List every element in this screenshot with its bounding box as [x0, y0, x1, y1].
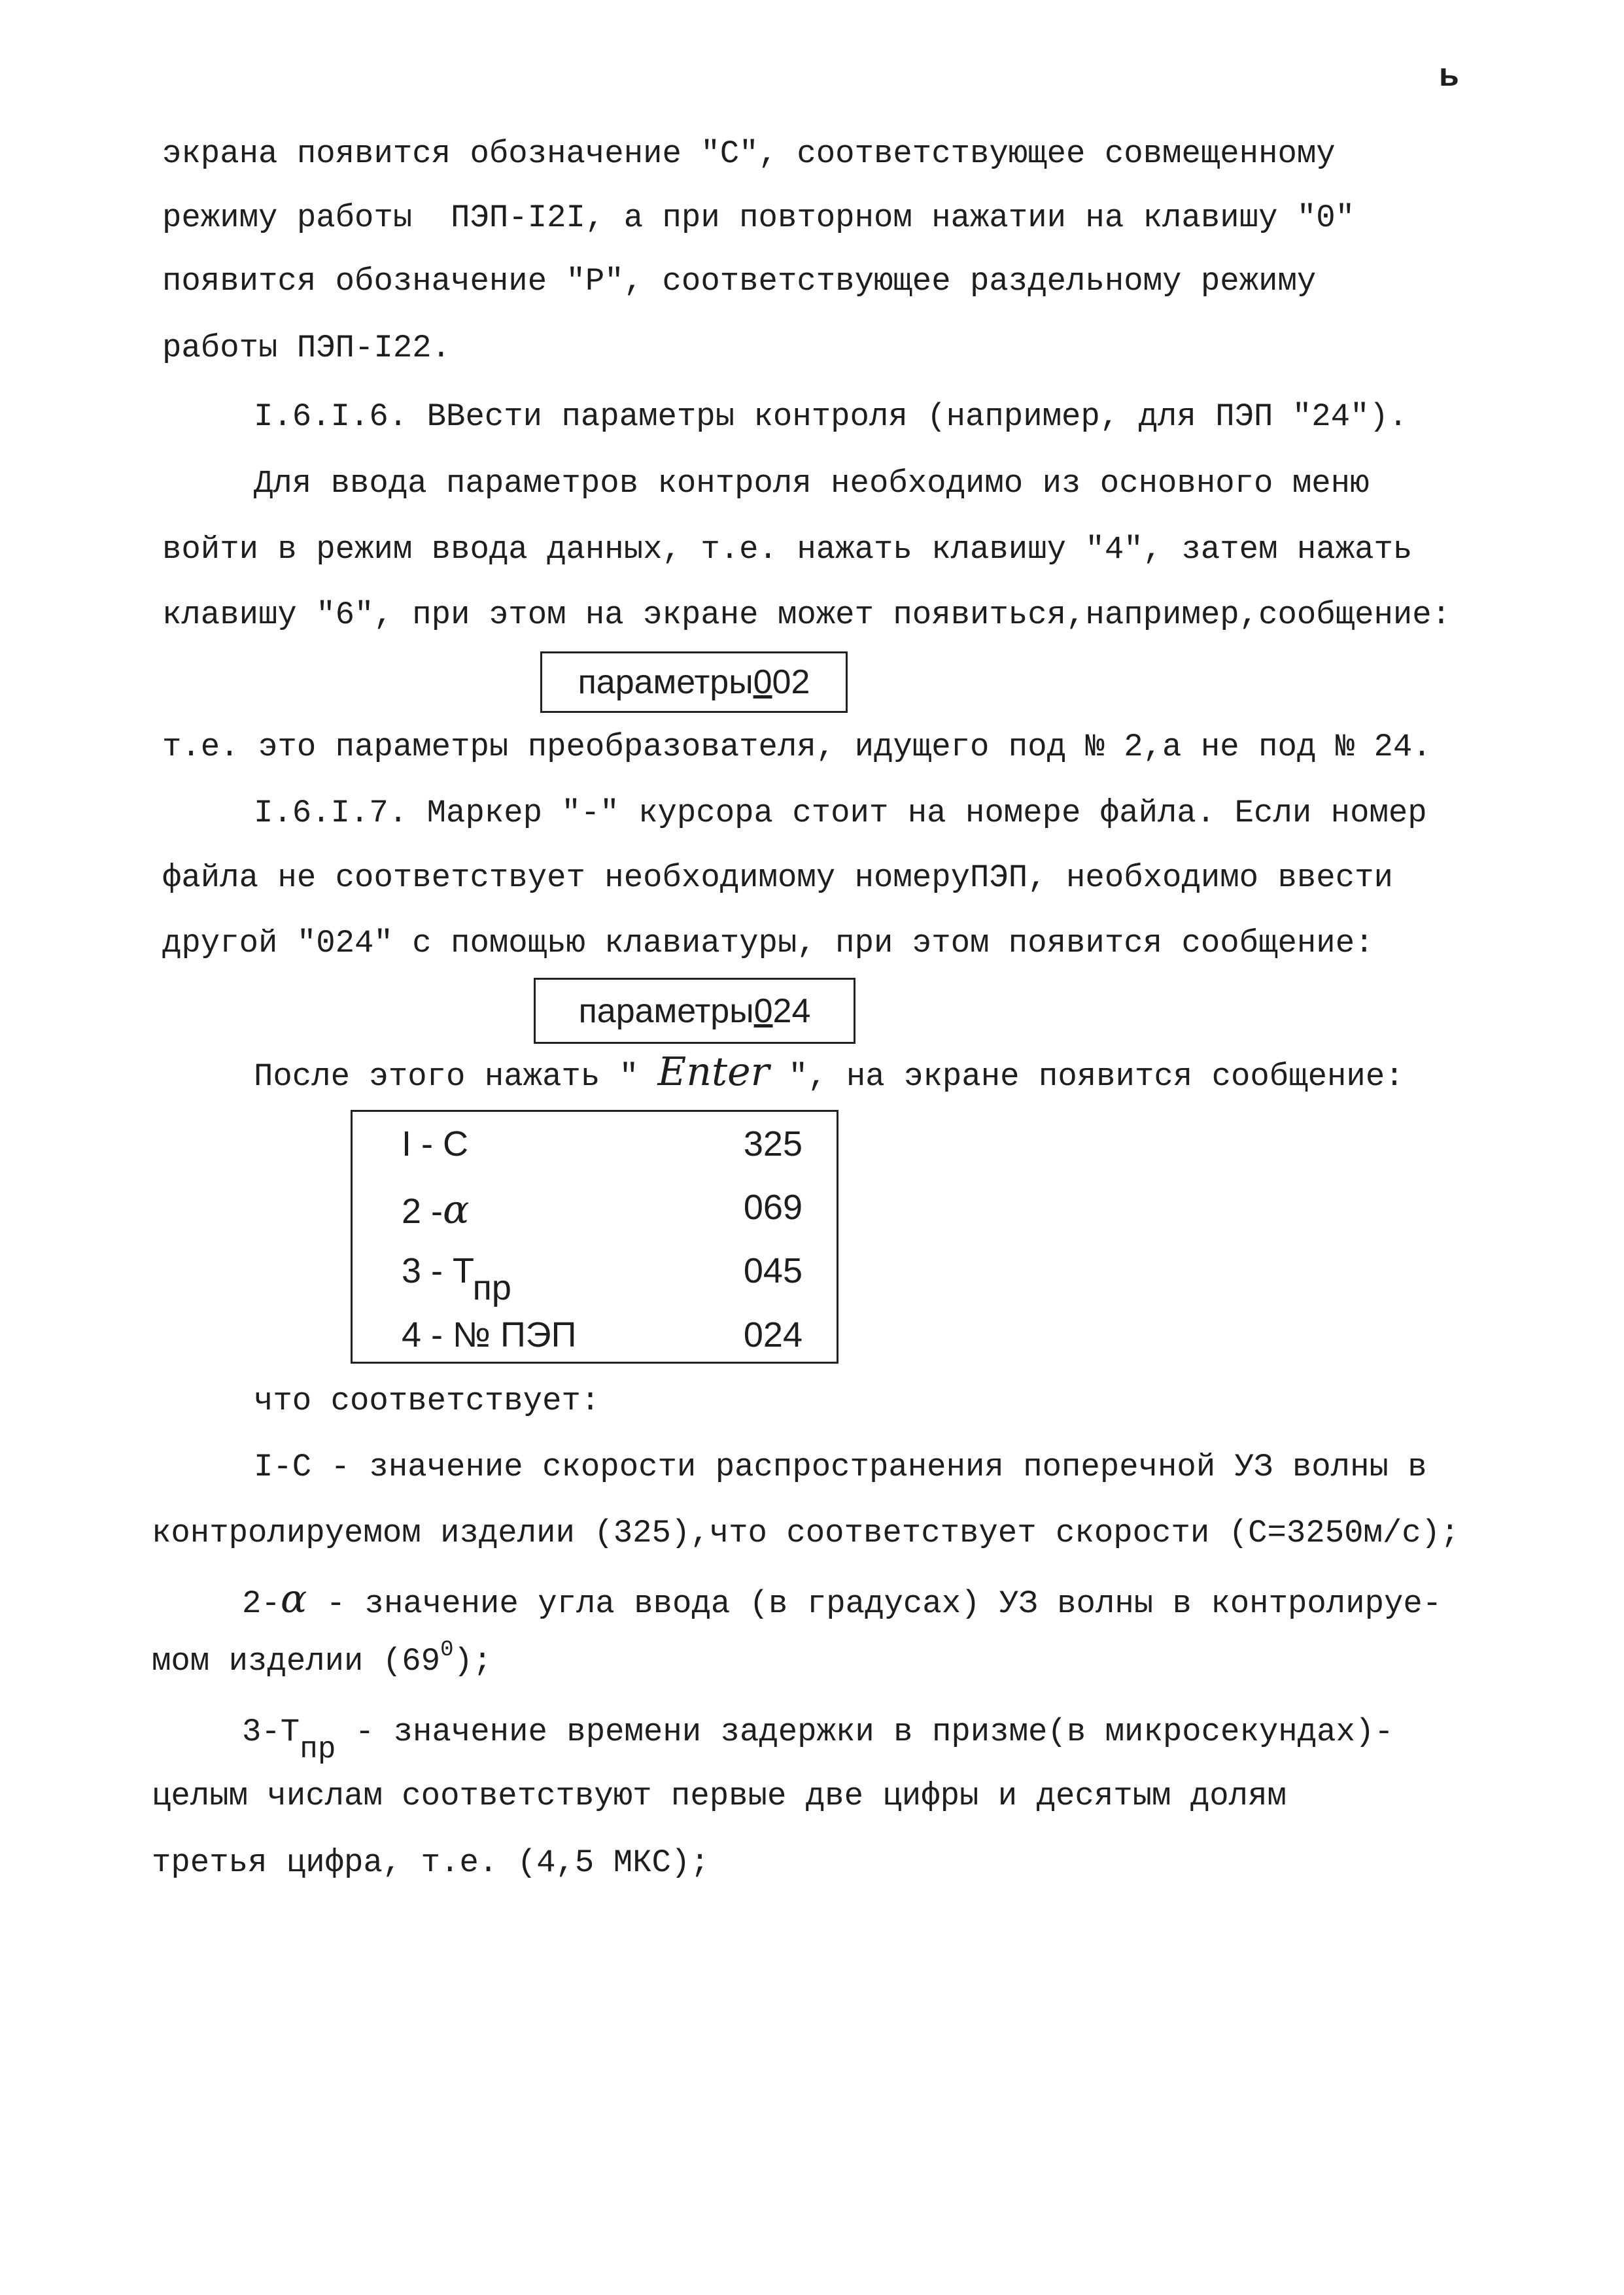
text-line: Для ввода параметров контроля необходимо из основного меню	[254, 465, 1370, 502]
text-line: появится обозначение "Р", соответствующее раздельному режиму	[162, 263, 1317, 300]
text-line	[152, 1638, 492, 1684]
alpha-symbol: α	[280, 1576, 307, 1622]
text-line: режиму работы ПЭП-I2I, а при повторном нажатии на клавишу "0"	[162, 199, 1355, 236]
alpha-symbol: α	[443, 1187, 470, 1233]
table-row	[353, 1251, 837, 1313]
param-label	[402, 1187, 470, 1233]
text-fragment: );	[453, 1643, 492, 1680]
table-row	[353, 1315, 837, 1377]
enter-key-label: Enter	[657, 1049, 770, 1095]
text-line: третья цифра, т.е. (4,5 МКС);	[152, 1844, 710, 1881]
screen-message-box	[540, 651, 848, 713]
param-label: I - C	[402, 1124, 468, 1164]
text-line	[254, 1049, 1404, 1096]
table-row	[353, 1187, 837, 1249]
param-value: 325	[743, 1124, 803, 1164]
text-fragment: 2-	[242, 1585, 281, 1622]
text-line: клавишу "6", при этом на экране может появиться,например,сообщение:	[162, 596, 1451, 633]
text-line: другой "024" с помощью клавиатуры, при этом появится сообщение:	[162, 925, 1374, 961]
text-line: экрана появится обозначение "С", соответствующее совмещенному	[162, 135, 1336, 172]
text-fragment: ", на экране появится сообщение:	[769, 1058, 1404, 1095]
text-fragment: - значение угла ввода (в градусах) УЗ волны в контролируе-	[307, 1585, 1442, 1622]
section-heading: I.6.I.6. ВВести параметры контроля (например, для ПЭП "24").	[254, 398, 1408, 435]
text-line: I-C - значение скорости распространения поперечной УЗ волны в	[254, 1449, 1427, 1485]
subscript: пр	[472, 1268, 511, 1307]
subscript: пр	[300, 1733, 336, 1767]
text-line	[242, 1712, 1394, 1767]
text-line: войти в режим ввода данных, т.е. нажать клавишу "4", затем нажать	[162, 531, 1413, 568]
param-value: 069	[743, 1188, 803, 1227]
message-number-rest: 24	[772, 992, 811, 1030]
message-number-first: 0	[753, 663, 772, 701]
text-line: контролируемом изделии (325),что соответствует скорости (С=3250м/с);	[152, 1515, 1460, 1551]
param-value: 045	[743, 1251, 803, 1290]
page-number: ь	[1439, 56, 1459, 93]
text-fragment: - значение времени задержки в призме(в микросекундах)-	[336, 1714, 1394, 1750]
message-label: параметры	[578, 992, 754, 1030]
text-fragment: мом изделии (69	[152, 1643, 441, 1680]
text-line: файла не соответствует необходимому номеруПЭП, необходимо ввести	[162, 859, 1393, 896]
text-fragment: После этого нажать "	[254, 1058, 658, 1095]
text-line: что соответствует:	[254, 1383, 600, 1419]
text-line: целым числам соответствуют первые две цифры и десятым долям	[152, 1778, 1287, 1814]
param-label: 4 - № ПЭП	[402, 1315, 577, 1355]
text-fragment: 3-Т	[242, 1714, 300, 1750]
param-label-prefix: 3 - Т	[402, 1251, 473, 1290]
section-heading: I.6.I.7. Маркер "-" курсора стоит на номере файла. Если номер	[254, 795, 1427, 831]
parameters-table	[351, 1110, 838, 1364]
param-value: 024	[743, 1315, 803, 1355]
text-line: т.е. это параметры преобразователя, идущего под № 2,а не под № 24.	[162, 729, 1432, 765]
message-number-first: 0	[753, 992, 773, 1030]
degree-superscript: 0	[440, 1638, 454, 1663]
message-number-rest: 02	[772, 663, 810, 701]
message-label: параметры	[578, 663, 753, 701]
text-line	[242, 1576, 1442, 1623]
param-label	[402, 1251, 511, 1307]
table-row	[353, 1124, 837, 1186]
param-label-prefix: 2 -	[402, 1192, 443, 1231]
text-line: работы ПЭП-I22.	[162, 330, 451, 366]
screen-message-box	[534, 978, 855, 1044]
